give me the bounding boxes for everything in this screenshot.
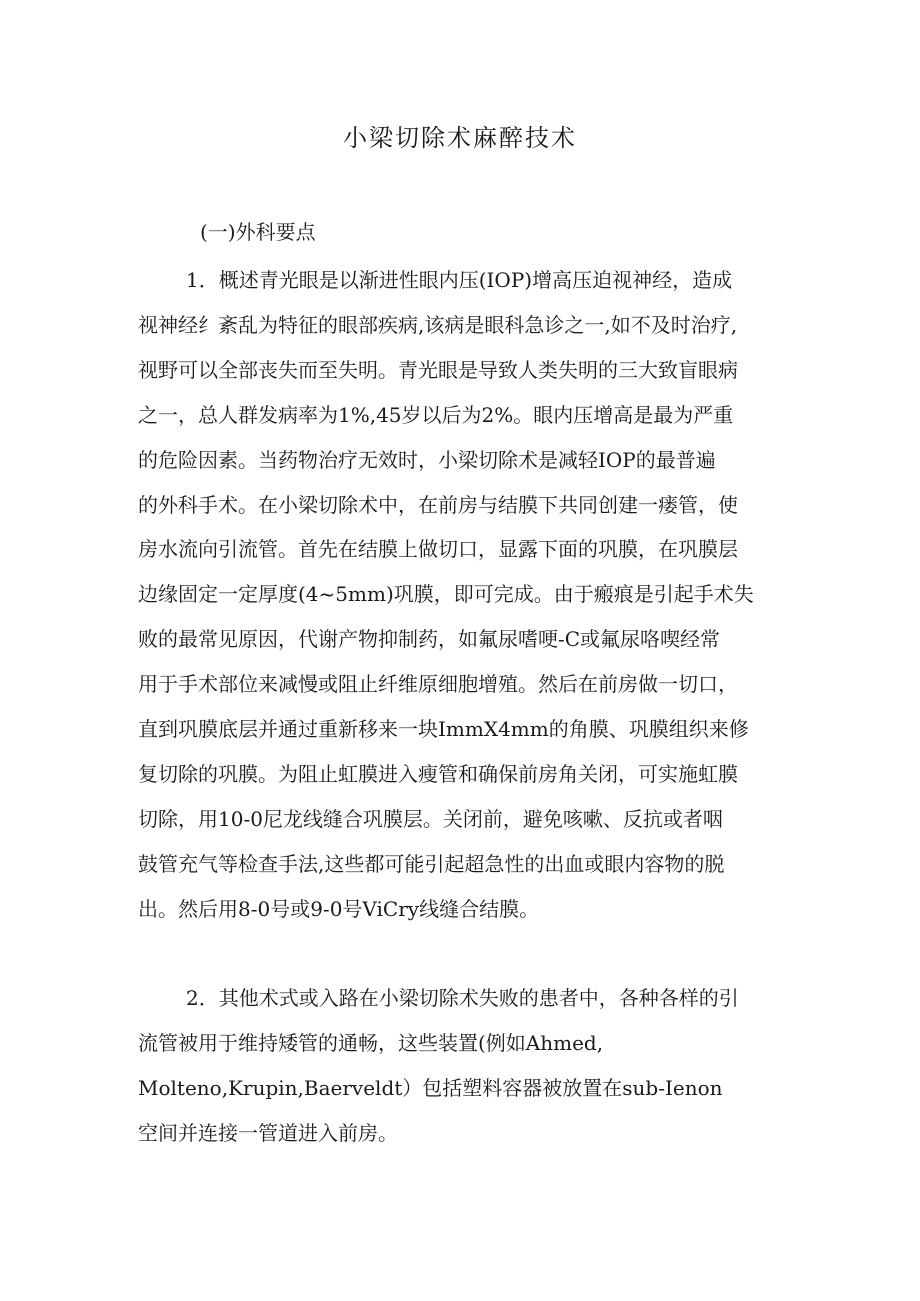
paragraph-line: Molteno,Krupin,Baerveldt）包括塑料容器被放置在sub-Ienon <box>138 1075 723 1100</box>
paragraph-line: 直到巩膜底层并通过重新移来一块ImmX4mm的角膜、巩膜组织来修 <box>138 717 749 742</box>
section-heading: (一)外科要点 <box>200 220 316 244</box>
paragraph-line: 复切除的巩膜。为阻止虹膜进入瘦管和确保前房角关闭，可实施虹膜 <box>138 761 738 786</box>
paragraph-line: 流管被用于维持矮管的通畅，这些装置(例如Ahmed, <box>138 1030 604 1055</box>
paragraph-line: 的危险因素。当药物治疗无效时，小梁切除术是减轻IOP的最普遍 <box>138 447 716 472</box>
paragraph-other-approaches <box>138 976 822 1156</box>
paragraph-line: 房水流向引流管。首先在结膜上做切口，显露下面的巩膜，在巩膜层 <box>138 537 738 562</box>
document-title: 小梁切除术麻醉技术 <box>343 124 577 152</box>
paragraph-line: 的外科手术。在小梁切除术中，在前房与结膜下共同创建一瘘管，使 <box>138 492 738 517</box>
paragraph-line: 之一，总人群发病率为1%,45岁以后为2%。眼内压增高是最为严重 <box>138 402 734 427</box>
paragraph-line: 1．概述青光眼是以渐进性眼内压(IOP)增高压迫视神经，造成 <box>186 268 733 292</box>
paragraph-line: 视神经纟紊乱为特征的眼部疾病,该病是眼科急诊之一,如不及时治疗, <box>138 312 738 337</box>
paragraph-line: 鼓管充气等检查手法,这些都可能引起超急性的出血或眼内容物的脱 <box>138 851 725 876</box>
paragraph-line: 败的最常见原因，代谢产物抑制药，如氟尿嗜哽-C或氟尿咯喫经常 <box>138 627 721 652</box>
paragraph-line: 空间并连接一管道进入前房。 <box>138 1120 398 1145</box>
paragraph-line: 出。然后用8-0号或9-0号ViCry线缝合结膜。 <box>138 896 540 921</box>
paragraph-overview <box>138 258 822 932</box>
paragraph-line: 视野可以全部丧失而至失明。青光眼是导致人类失明的三大致盲眼病 <box>138 357 738 382</box>
paragraph-line: 用于手术部位来减慢或阻止纤维原细胞增殖。然后在前房做一切口， <box>138 672 738 697</box>
paragraph-line: 2．其他术式或入路在小梁切除术失败的患者中，各种各样的引 <box>186 986 739 1010</box>
paragraph-line: 切除，用10-0尼龙线缝合巩膜层。关闭前，避免咳嗽、反抗或者咽 <box>138 806 723 831</box>
paragraph-line: 边缘固定一定厚度(4~5mm)巩膜，即可完成。由于瘢痕是引起手术失 <box>138 582 754 607</box>
